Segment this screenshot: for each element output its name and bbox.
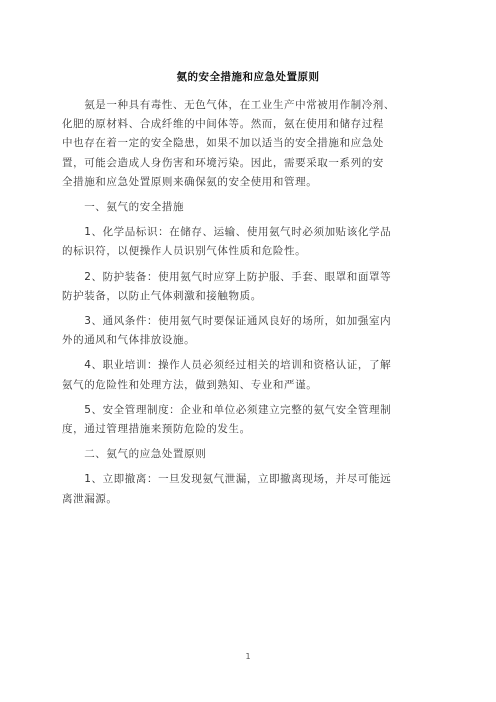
list-item-line: 1、立即撤离：一旦发现氨气泄漏，立即撤离现场，并尽可能远 — [62, 473, 392, 486]
list-item-line: 氨气的危险性和处理方法，做到熟知、专业和严谨。 — [62, 378, 318, 391]
list-item-management-system — [62, 401, 442, 439]
list-item-line: 离泄漏源。 — [62, 492, 118, 505]
list-item-line: 4、职业培训：操作人员必须经过相关的培训和资格认证，了解 — [62, 359, 392, 372]
intro-line: 全措施和应急处置原则来确保氨的安全使用和管理。 — [62, 175, 318, 188]
list-item-line: 的标识符，以便操作人员识别气体性质和危险性。 — [62, 245, 307, 258]
list-item-chemical-label — [62, 223, 442, 261]
list-item-line: 2、防护装备：使用氨气时应穿上防护服、手套、眼罩和面罩等 — [62, 270, 392, 283]
list-item-line: 防护装备，以防止气体刺激和接触物质。 — [62, 289, 262, 302]
intro-line: 中也存在着一定的安全隐患，如果不加以适当的安全措施和应急处 — [62, 137, 384, 150]
document-body — [62, 96, 442, 515]
intro-line: 置，可能会造成人身伤害和环境污染。因此，需要采取一系列的安 — [62, 156, 384, 169]
section-heading-emergency-principles: 二、氨气的应急处置原则 — [62, 448, 207, 461]
list-item-training — [62, 356, 442, 394]
list-item-protective-equipment — [62, 268, 442, 306]
section-heading-safety-measures: 一、氨气的安全措施 — [62, 201, 185, 214]
list-item-line: 1、化学品标识：在储存、运输、使用氨气时必须加贴该化学品 — [62, 226, 392, 239]
intro-line: 氨是一种具有毒性、无色气体，在工业生产中常被用作制冷剂、 — [62, 99, 395, 111]
list-item-line: 度，通过管理措施来预防危险的发生。 — [62, 423, 251, 436]
list-item-line: 5、安全管理制度：企业和单位必须建立完整的氨气安全管理制 — [62, 403, 392, 416]
list-item-line: 外的通风和气体排放设施。 — [62, 334, 196, 347]
list-item-ventilation — [62, 312, 442, 350]
intro-line: 化肥的原材料、合成纤维的中间体等。然而，氨在使用和储存过程 — [62, 118, 384, 131]
intro-paragraph — [62, 96, 442, 192]
document-title: 氨的安全措施和应急处置原则 — [176, 71, 320, 83]
list-item-line: 3、通风条件：使用氨气时要保证通风良好的场所，如加强室内 — [62, 315, 392, 328]
page-number: 1 — [245, 652, 251, 661]
list-item-evacuate — [62, 470, 442, 508]
